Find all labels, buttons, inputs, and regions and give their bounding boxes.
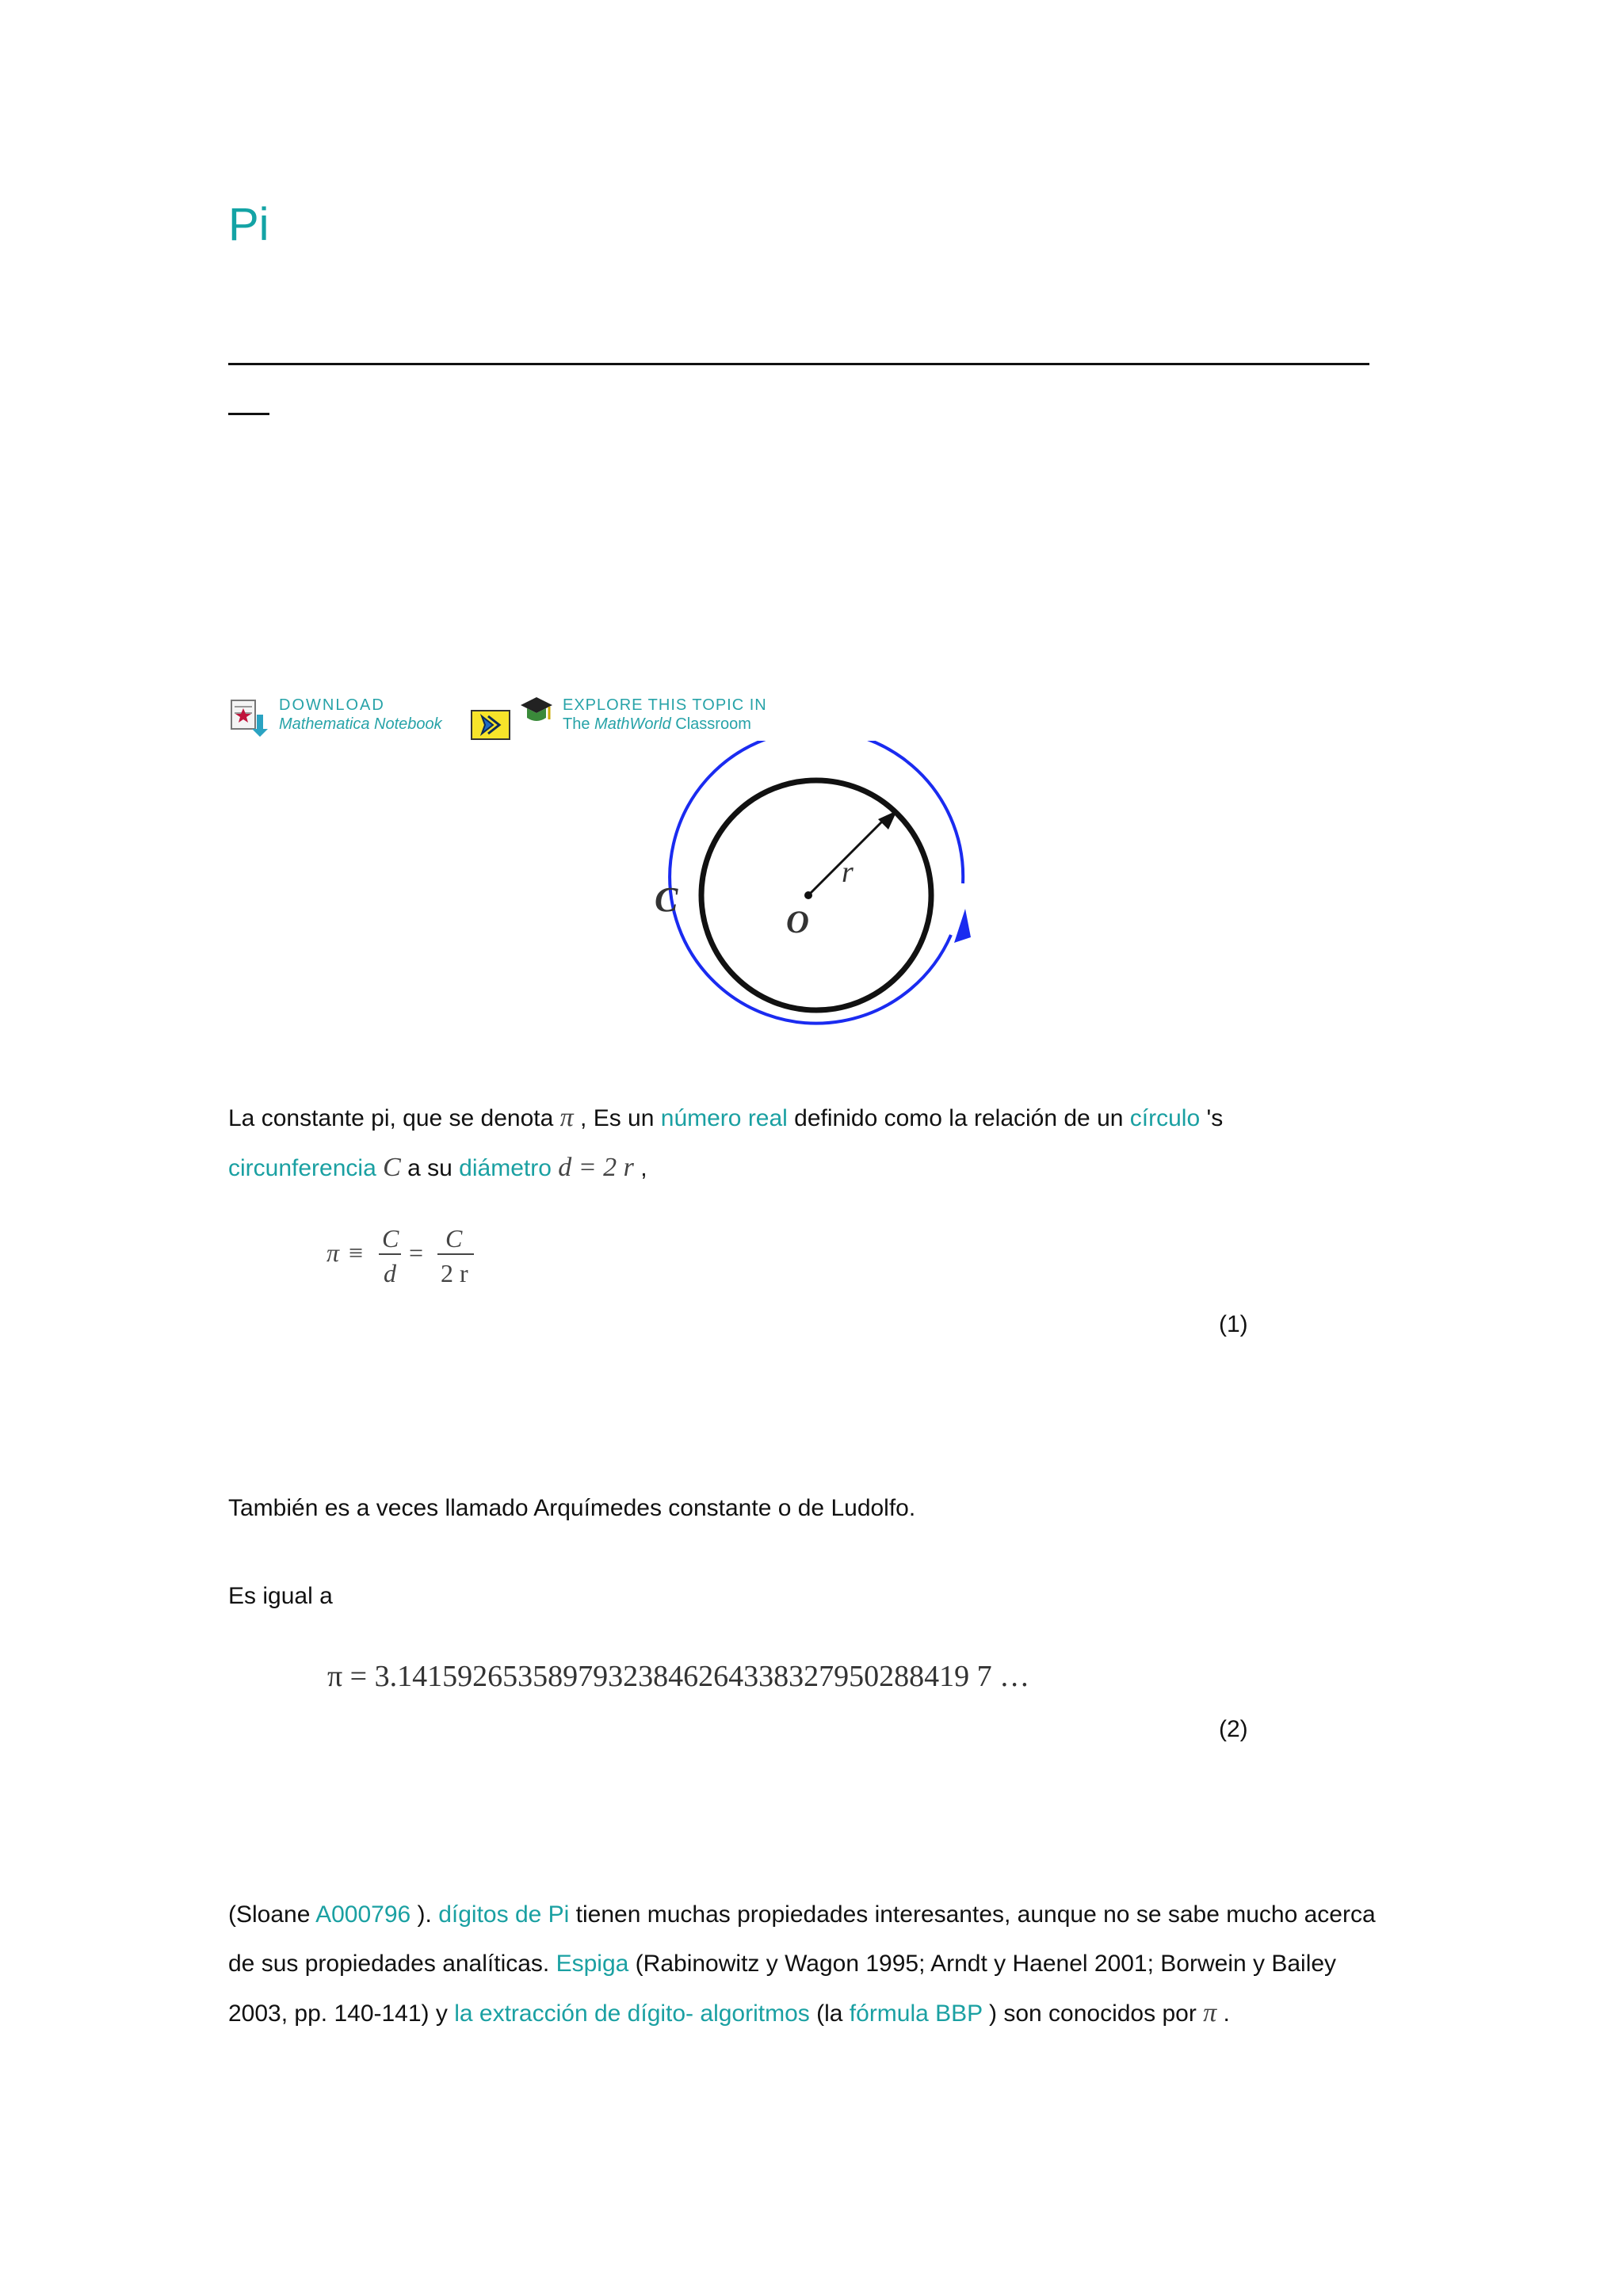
circumference-symbol: C: [383, 1153, 401, 1182]
link-diametro[interactable]: diámetro: [459, 1155, 552, 1181]
circle-outline: [701, 780, 931, 1010]
link-circunferencia[interactable]: circunferencia: [228, 1155, 376, 1181]
explore-classroom-link[interactable]: [563, 696, 767, 734]
download-notebook-link[interactable]: [279, 696, 442, 734]
link-numero-real[interactable]: número real: [660, 1105, 788, 1131]
short-divider: [228, 413, 269, 415]
eq1-pi: π: [327, 1238, 340, 1267]
alias-paragraph: También es a veces llamado Arquímedes constante o de Ludolfo.: [228, 1495, 916, 1521]
eq1-equiv: ≡: [349, 1238, 364, 1267]
center-label: O: [786, 904, 809, 940]
link-espiga[interactable]: Espiga: [556, 1951, 629, 1977]
link-formula-bbp[interactable]: fórmula BBP: [849, 2000, 983, 2027]
equation-2: π = 3.14159265358979323846264338327950288419 7 …: [327, 1660, 1030, 1693]
radius-arrowhead: [878, 810, 897, 830]
download-label: DOWNLOAD: [279, 696, 385, 714]
diameter-equation: d = 2 r: [558, 1153, 634, 1182]
eq1-denominator-2r: 2 r: [441, 1259, 468, 1287]
circumference-label: C: [655, 880, 678, 919]
equation-1: [325, 1212, 483, 1291]
radius-label: r: [842, 856, 854, 889]
eq1-numerator-c2: C: [445, 1224, 463, 1253]
title-divider: [228, 363, 1369, 365]
circumference-arrowhead: [954, 909, 971, 943]
pi-symbol-2: π: [1203, 1998, 1217, 2027]
link-digitos-de-pi[interactable]: dígitos de Pi: [438, 1901, 570, 1928]
page-title: Pi: [228, 199, 269, 250]
definition-paragraph: La constante pi, que se denota π , Es un número real definido como la relación de un círculo 's circunferencia C a su diámetro d = 2 r ,: [228, 1103, 1224, 1182]
digits-paragraph: (Sloane A000796 ). dígitos de Pi tienen muchas propiedades interesantes, aunque no se sabe mucho acerca de sus propiedades analíticas. Espiga (Rabinowitz y Wagon 1995; Arndt y Haenel 2001; Borwein y Bailey 2003, pp. 140-141) y la extracción de dígito- algoritmos (la fórmula BBP ) son conocidos por π .: [228, 1901, 1376, 2027]
resource-banner: [230, 691, 785, 743]
explore-label: EXPLORE THIS TOPIC IN: [563, 696, 767, 714]
center-point: [804, 891, 812, 899]
circle-diagram: [650, 741, 999, 1058]
equation-number-2: (2): [1219, 1716, 1248, 1742]
equation-number-1: (1): [1219, 1311, 1248, 1337]
eq1-numerator-c: C: [382, 1224, 399, 1253]
notebook-label: Mathematica Notebook: [279, 715, 442, 733]
equals-paragraph: Es igual a: [228, 1583, 333, 1609]
download-notebook-icon[interactable]: [230, 697, 271, 738]
pi-symbol: π: [559, 1103, 574, 1132]
graduation-cap-icon[interactable]: [519, 694, 554, 732]
classroom-label: The MathWorld Classroom: [563, 715, 751, 733]
link-circulo[interactable]: círculo: [1129, 1105, 1201, 1131]
link-extraccion-digitos[interactable]: la extracción de dígito- algoritmos: [454, 2000, 810, 2027]
eq1-denominator-d: d: [384, 1259, 396, 1287]
eq1-equals: =: [409, 1238, 424, 1267]
notebook-arrow-icon[interactable]: [471, 710, 510, 740]
link-a000796[interactable]: A000796: [315, 1901, 411, 1928]
